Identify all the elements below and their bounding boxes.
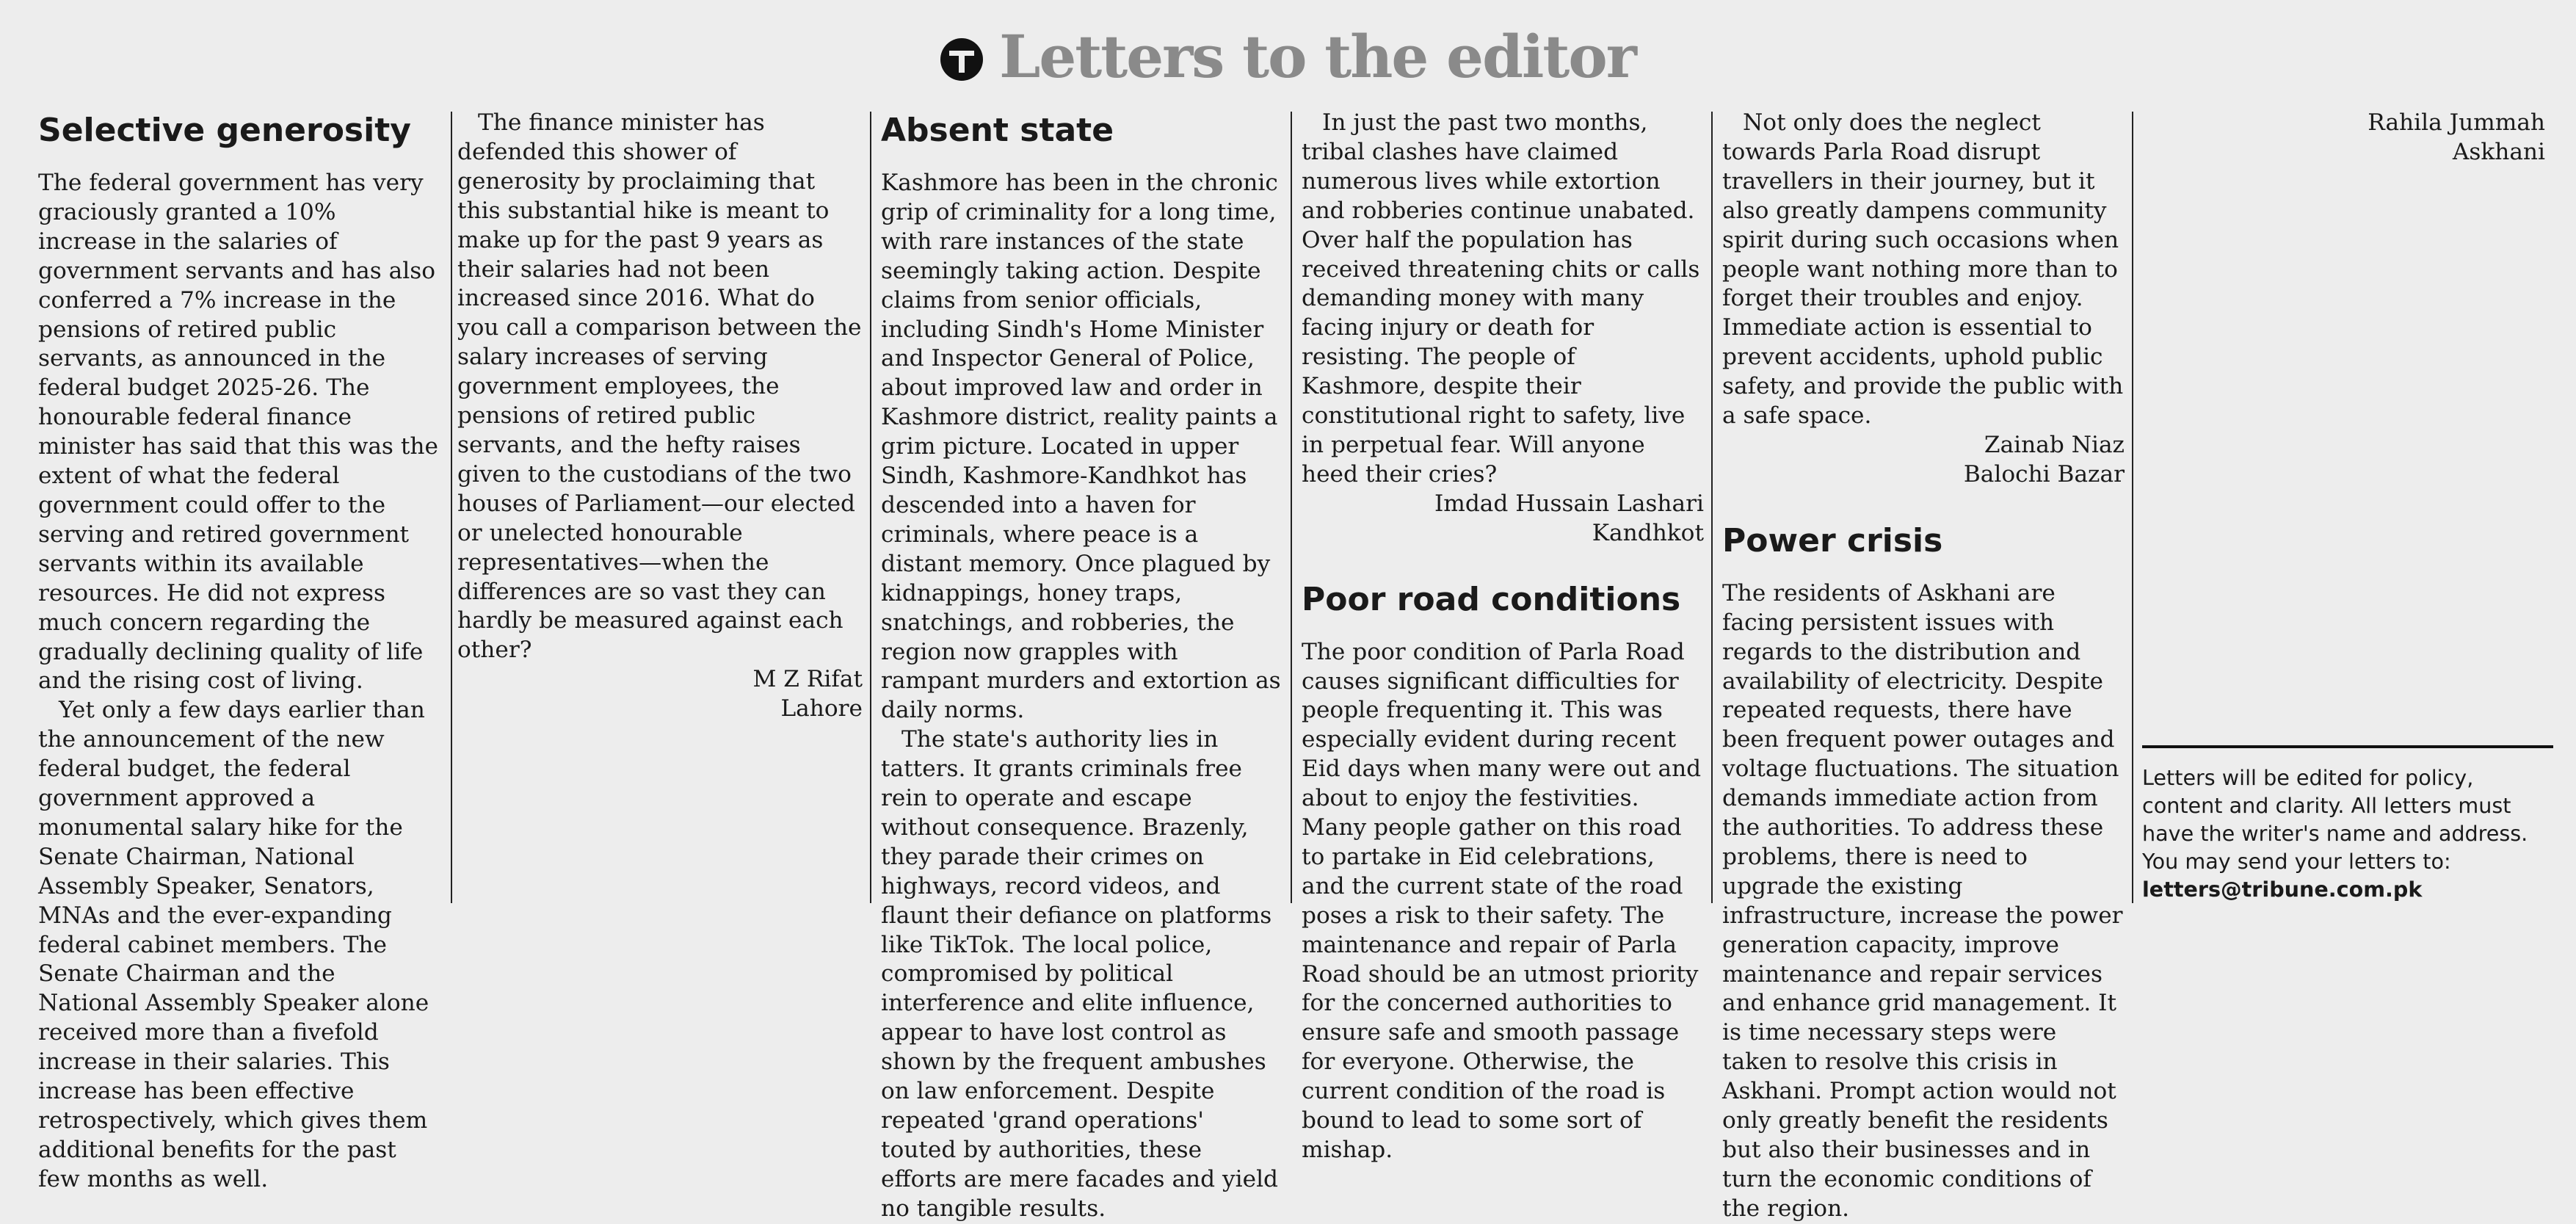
submission-email-link[interactable]: letters@tribune.com.pk [2142,877,2423,902]
letter-paragraph: The residents of Askhani are facing persistent issues with regards to the distribution and availability of electricity. Despite repeated requests, there have been frequent power outages and voltage fluctuations. The situation demands immediate action from the authorities. To address these problems, there is need to upgrade the existing infrastructure, increase the power generation capacity, improve maintenance and repair services and enhance grid management. It is time necessary steps were taken to resolve this crisis in Askhani. Prompt action would not only greatly benefit the residents but also their businesses and in turn the economic conditions of the region. [1722,579,2123,1222]
headline-poor-road-conditions: Poor road conditions [1302,580,1681,618]
submission-note-text: Letters will be edited for policy, content and clarity. All letters must have the writer's name and address. You may send your letters to: [2142,765,2528,874]
letter-paragraph: Yet only a few days earlier than the announcement of the new federal budget, the federal government approved a monumental salary hike for the Senate Chairman, National Assembly Speaker, Senators, MNAs and the ever-expanding federal cabinet members. The Senate Chairman and the National Assembly Speaker alone received more than a fivefold increase in their salaries. This increase has been effective retrospectively, which gives them additional benefits for the past few months as well. [38,697,429,1192]
letter-author: M Z Rifat [752,666,863,693]
column-divider [1291,112,1292,903]
letter-author: Zainab Niaz [1984,431,2125,458]
letter-paragraph: Kashmore has been in the chronic grip of criminality for a long time, with rare instances of the state seemingly taking action. Despite claims from senior officials, including Sindh's Home Minister and Inspector General of Police, about improved law and order in Kashmore district, reality paints a grim picture. Located in upper Sindh, Kashmore-Kandhkot has descended into a haven for criminals, where peace is a distant memory. Once plagued by kidnappings, honey traps, snatchings, and robberies, the region now grapples with rampant murders and extortion as daily norms. [881,170,1281,724]
column-divider [870,112,871,903]
letter-location: Balochi Bazar [1963,460,2125,488]
column-divider [2132,112,2133,903]
letter-selective-generosity [38,169,440,1195]
letter-paragraph: The state's authority lies in tatters. It grants criminals free rein to operate and escape without consequence. Brazenly, they parade their crimes on highways, record videos, and flaunt their defiance on platforms like TikTok. The local police, compromised by political interference and elite influence, appear to have lost control as shown by the frequent ambushes on law enforcement. Despite repeated 'grand operations' touted by authorities, these efforts are mere facades and yield no tangible results. [881,726,1279,1222]
letter-location: Askhani [2452,138,2545,165]
letter-paragraph: The poor condition of Parla Road causes significant difficulties for people frequenting it. This was especially evident during recent Eid days when many were out and about to enjoy the festivities. Many people gather on this road to partake in Eid celebrations, and the current state of the road poses a risk to their safety. The maintenance and repair of Parla Road should be an utmost priority for the concerned authorities to ensure safe and smooth passage for everyone. Otherwise, the current condition of the road is bound to lead to some sort of mishap. [1302,638,1702,1163]
column-1 [38,109,440,1192]
headline-power-crisis: Power crisis [1722,521,1943,560]
tribune-t-icon [940,38,983,81]
column-2 [457,109,863,909]
letter-paragraph: In just the past two months, tribal clashes have claimed numerous lives while extortion and robberies continue unabated. Over half the population has received threatening chits or calls demanding money with many facing injury or death for resisting. The people of Kashmore, despite their constitutional right to safety, live in perpetual fear. Will anyone heed their cries? [1302,109,1700,488]
letter-paragraph: The finance minister has defended this shower of generosity by proclaiming that this substantial hike is meant to make up for the past 9 years as their salaries had not been increased since 2016. What do you call a comparison between the salary increases of serving government employees, the pensions of retired public servants, and the hefty raises given to the custodians of the two houses of Parliament—our elected or unelected honourable representatives—when the differences are so vast they can hardly be measured against each other? [457,109,862,664]
column-divider [451,112,452,903]
headline-absent-state: Absent state [881,112,1114,149]
column-divider [1711,112,1713,903]
headline-selective-generosity: Selective generosity [38,112,411,149]
letter-location: Lahore [780,695,863,723]
section-masthead [0,16,2576,97]
column-4 [1302,109,1704,1163]
letter-author: Imdad Hussain Lashari [1434,490,1704,517]
letter-paragraph: The federal government has very graciously granted a 10% increase in the salaries of government servants and has also conferred a 7% increase in the pensions of retired public servants, as announced in the federal budget 2025-26. The honourable federal finance minister has said that this was the extent of what the federal government could offer to the serving and retired government servants within its available resources. He did not express much concern regarding the gradually declining quality of life and the rising cost of living. [38,170,438,695]
letter-paragraph: Not only does the neglect towards Parla Road disrupt travellers in their journey, but it also greatly dampens community spirit during such occasions when people want nothing more than to forget their troubles and enjoy. Immediate action is essential to prevent accidents, uphold public safety, and provide the public with a safe space. [1722,109,2124,430]
letter-location: Kandhkot [1592,519,1704,546]
section-title: Letters to the editor [999,22,1636,91]
column-6 [2143,109,2545,733]
column-5 [1722,109,2125,1222]
letter-author: Rahila Jummah [2368,109,2545,136]
submission-note [2142,745,2553,903]
column-3 [881,109,1283,1222]
